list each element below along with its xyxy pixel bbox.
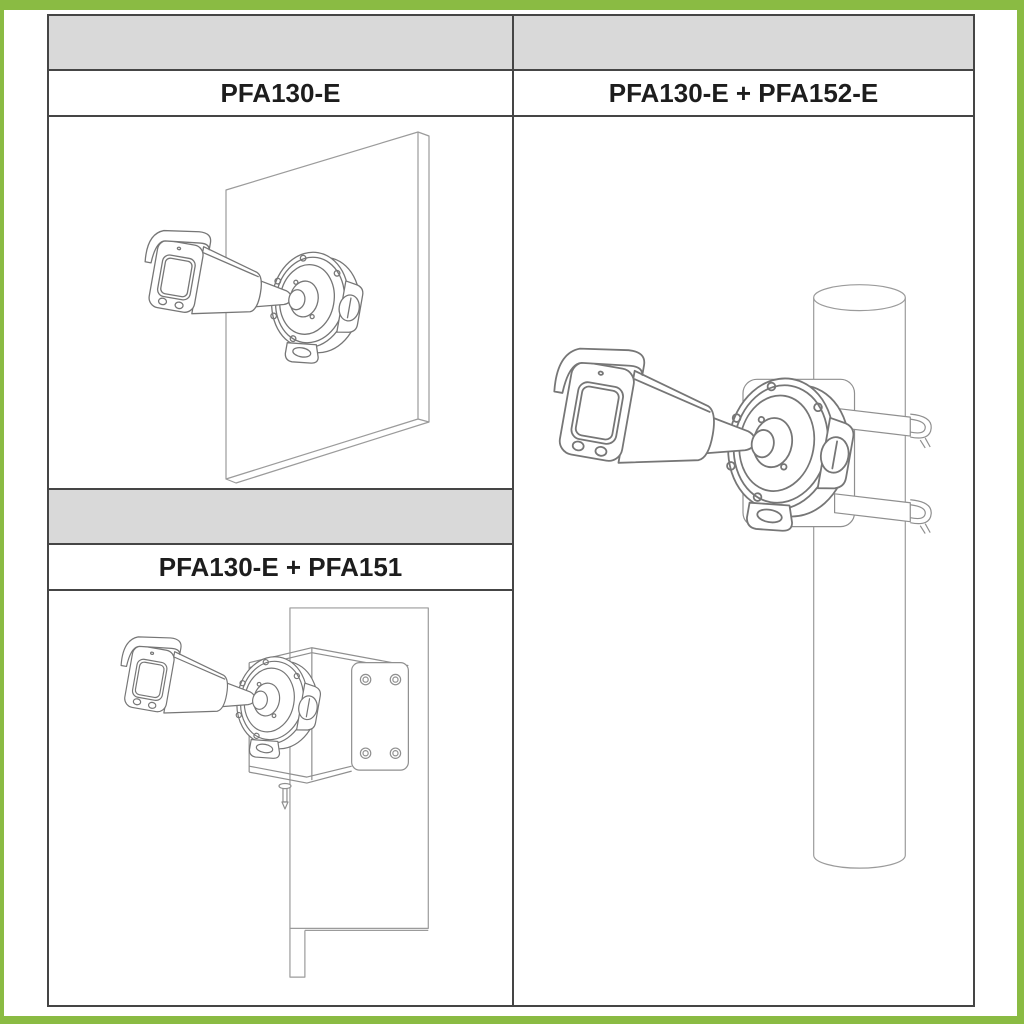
diagram-pole-mount [514,117,973,1005]
table-column-right [514,16,973,1005]
corner-mount-drawing [49,591,512,1005]
label-corner-mount: PFA130-E + PFA151 [49,545,512,591]
header-bar-corner [49,490,512,545]
page-border-right [1017,0,1024,1024]
label-wall-mount: PFA130-E [49,71,512,117]
label-pole-mount: PFA130-E + PFA152-E [514,71,973,117]
page-border-top [0,0,1024,10]
table-column-left [49,16,514,1005]
wall-mount-drawing [49,117,512,488]
diagram-wall-mount [49,117,512,490]
mount-options-table [47,14,975,1007]
pole [814,285,906,868]
bullet-camera [536,339,861,543]
header-bar-pole [514,16,973,71]
page-border-bottom [0,1016,1024,1024]
pole-mount-drawing [514,117,973,1005]
diagram-corner-mount [49,591,512,1005]
header-bar-wall [49,16,512,71]
page-border-left [0,0,4,1024]
hanging-screw [279,783,291,808]
